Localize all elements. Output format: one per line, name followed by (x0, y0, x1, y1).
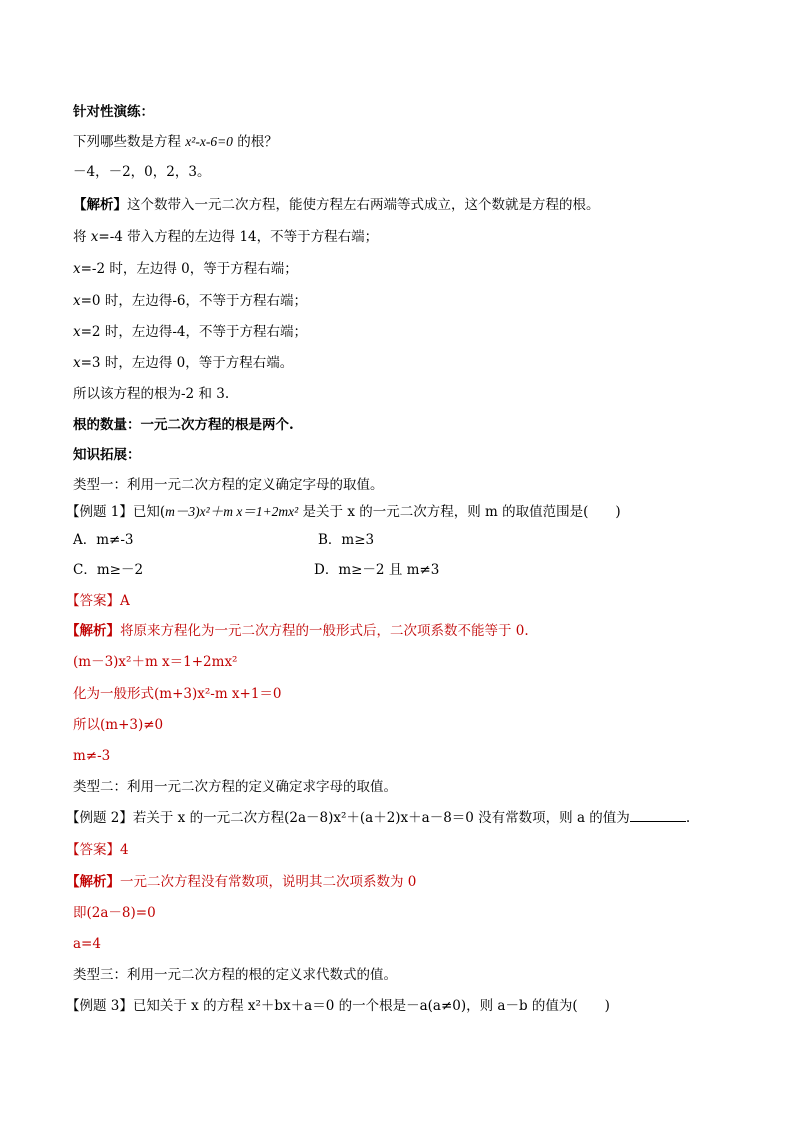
candidate-numbers: －4，－2，0，2，3。 (73, 164, 211, 180)
type3-heading: 类型三：利用一元二次方程的根的定义求代数式的值。 (73, 967, 397, 983)
type1-heading: 类型一：利用一元二次方程的定义确定字母的取值。 (73, 477, 384, 493)
analysis-2-step-1: 即(2a－8)=0 (73, 905, 156, 921)
root-count-heading: 根的数量：一元二次方程的根是两个. (73, 417, 294, 433)
conclusion: 所以该方程的根为-2 和 3. (73, 386, 230, 402)
answer-2: 【答案】4 (66, 842, 129, 858)
option-d: D．m≥－2 且 m≠3 (314, 562, 440, 578)
check-line-1: 将 x=-4 带入方程的左边得 14，不等于方程右端； (73, 229, 379, 245)
check-line-5: x=3 时，左边得 0，等于方程右端。 (73, 355, 294, 371)
practice-question: 下列哪些数是方程 x²-x-6=0 的根？ (73, 134, 278, 150)
option-c: C．m≥－2 (73, 562, 144, 578)
knowledge-heading: 知识拓展： (73, 447, 141, 463)
section-title: 针对性演练： (73, 104, 154, 120)
check-line-2: x=-2 时，左边得 0，等于方程右端； (73, 261, 298, 277)
answer-1: 【答案】A (66, 593, 130, 609)
option-a: A．m≠-3 (73, 532, 134, 548)
equation: x²-x-6=0 (185, 134, 233, 149)
analysis-1-step-2: 化为一般形式(m+3)x²-m x+1＝0 (73, 686, 282, 702)
answer-blank (630, 809, 686, 822)
type2-heading: 类型二：利用一元二次方程的定义确定求字母的取值。 (73, 779, 397, 795)
analysis-1-step-3: 所以(m+3)≠0 (73, 717, 164, 733)
analysis-1-step-1: (m－3)x²＋m x＝1+2mx² (73, 654, 238, 670)
analysis-1-step-4: m≠-3 (73, 748, 111, 764)
check-line-4: x=2 时，左边得-4，不等于方程右端； (73, 324, 307, 340)
analysis-2: 【解析】一元二次方程没有常数项，说明其二次项系数为 0 (66, 874, 417, 890)
analysis-2-step-2: a=4 (73, 936, 101, 952)
check-line-3: x=0 时，左边得-6，不等于方程右端； (73, 293, 307, 309)
option-b: B．m≥3 (318, 532, 375, 548)
example2-question: 【例题 2】若关于 x 的一元二次方程(2a－8)x²＋(a＋2)x＋a－8＝0 没有常数项，则 a 的值为 . (66, 810, 691, 826)
example3-question: 【例题 3】已知关于 x 的方程 x²＋bx＋a＝0 的一个根是－a(a≠0)，则 a－b 的值为( ) (66, 998, 610, 1014)
analysis-1: 【解析】将原来方程化为一元二次方程的一般形式后，二次项系数不能等于 0. (66, 623, 529, 639)
example1-question: 【例题 1】已知(m－3)x²＋m x＝1+2mx² 是关于 x 的一元二次方程，则 m 的取值范围是( ) (66, 504, 621, 520)
analysis-line: 【解析】这个数带入一元二次方程，能使方程左右两端等式成立，这个数就是方程的根。 (73, 197, 600, 213)
